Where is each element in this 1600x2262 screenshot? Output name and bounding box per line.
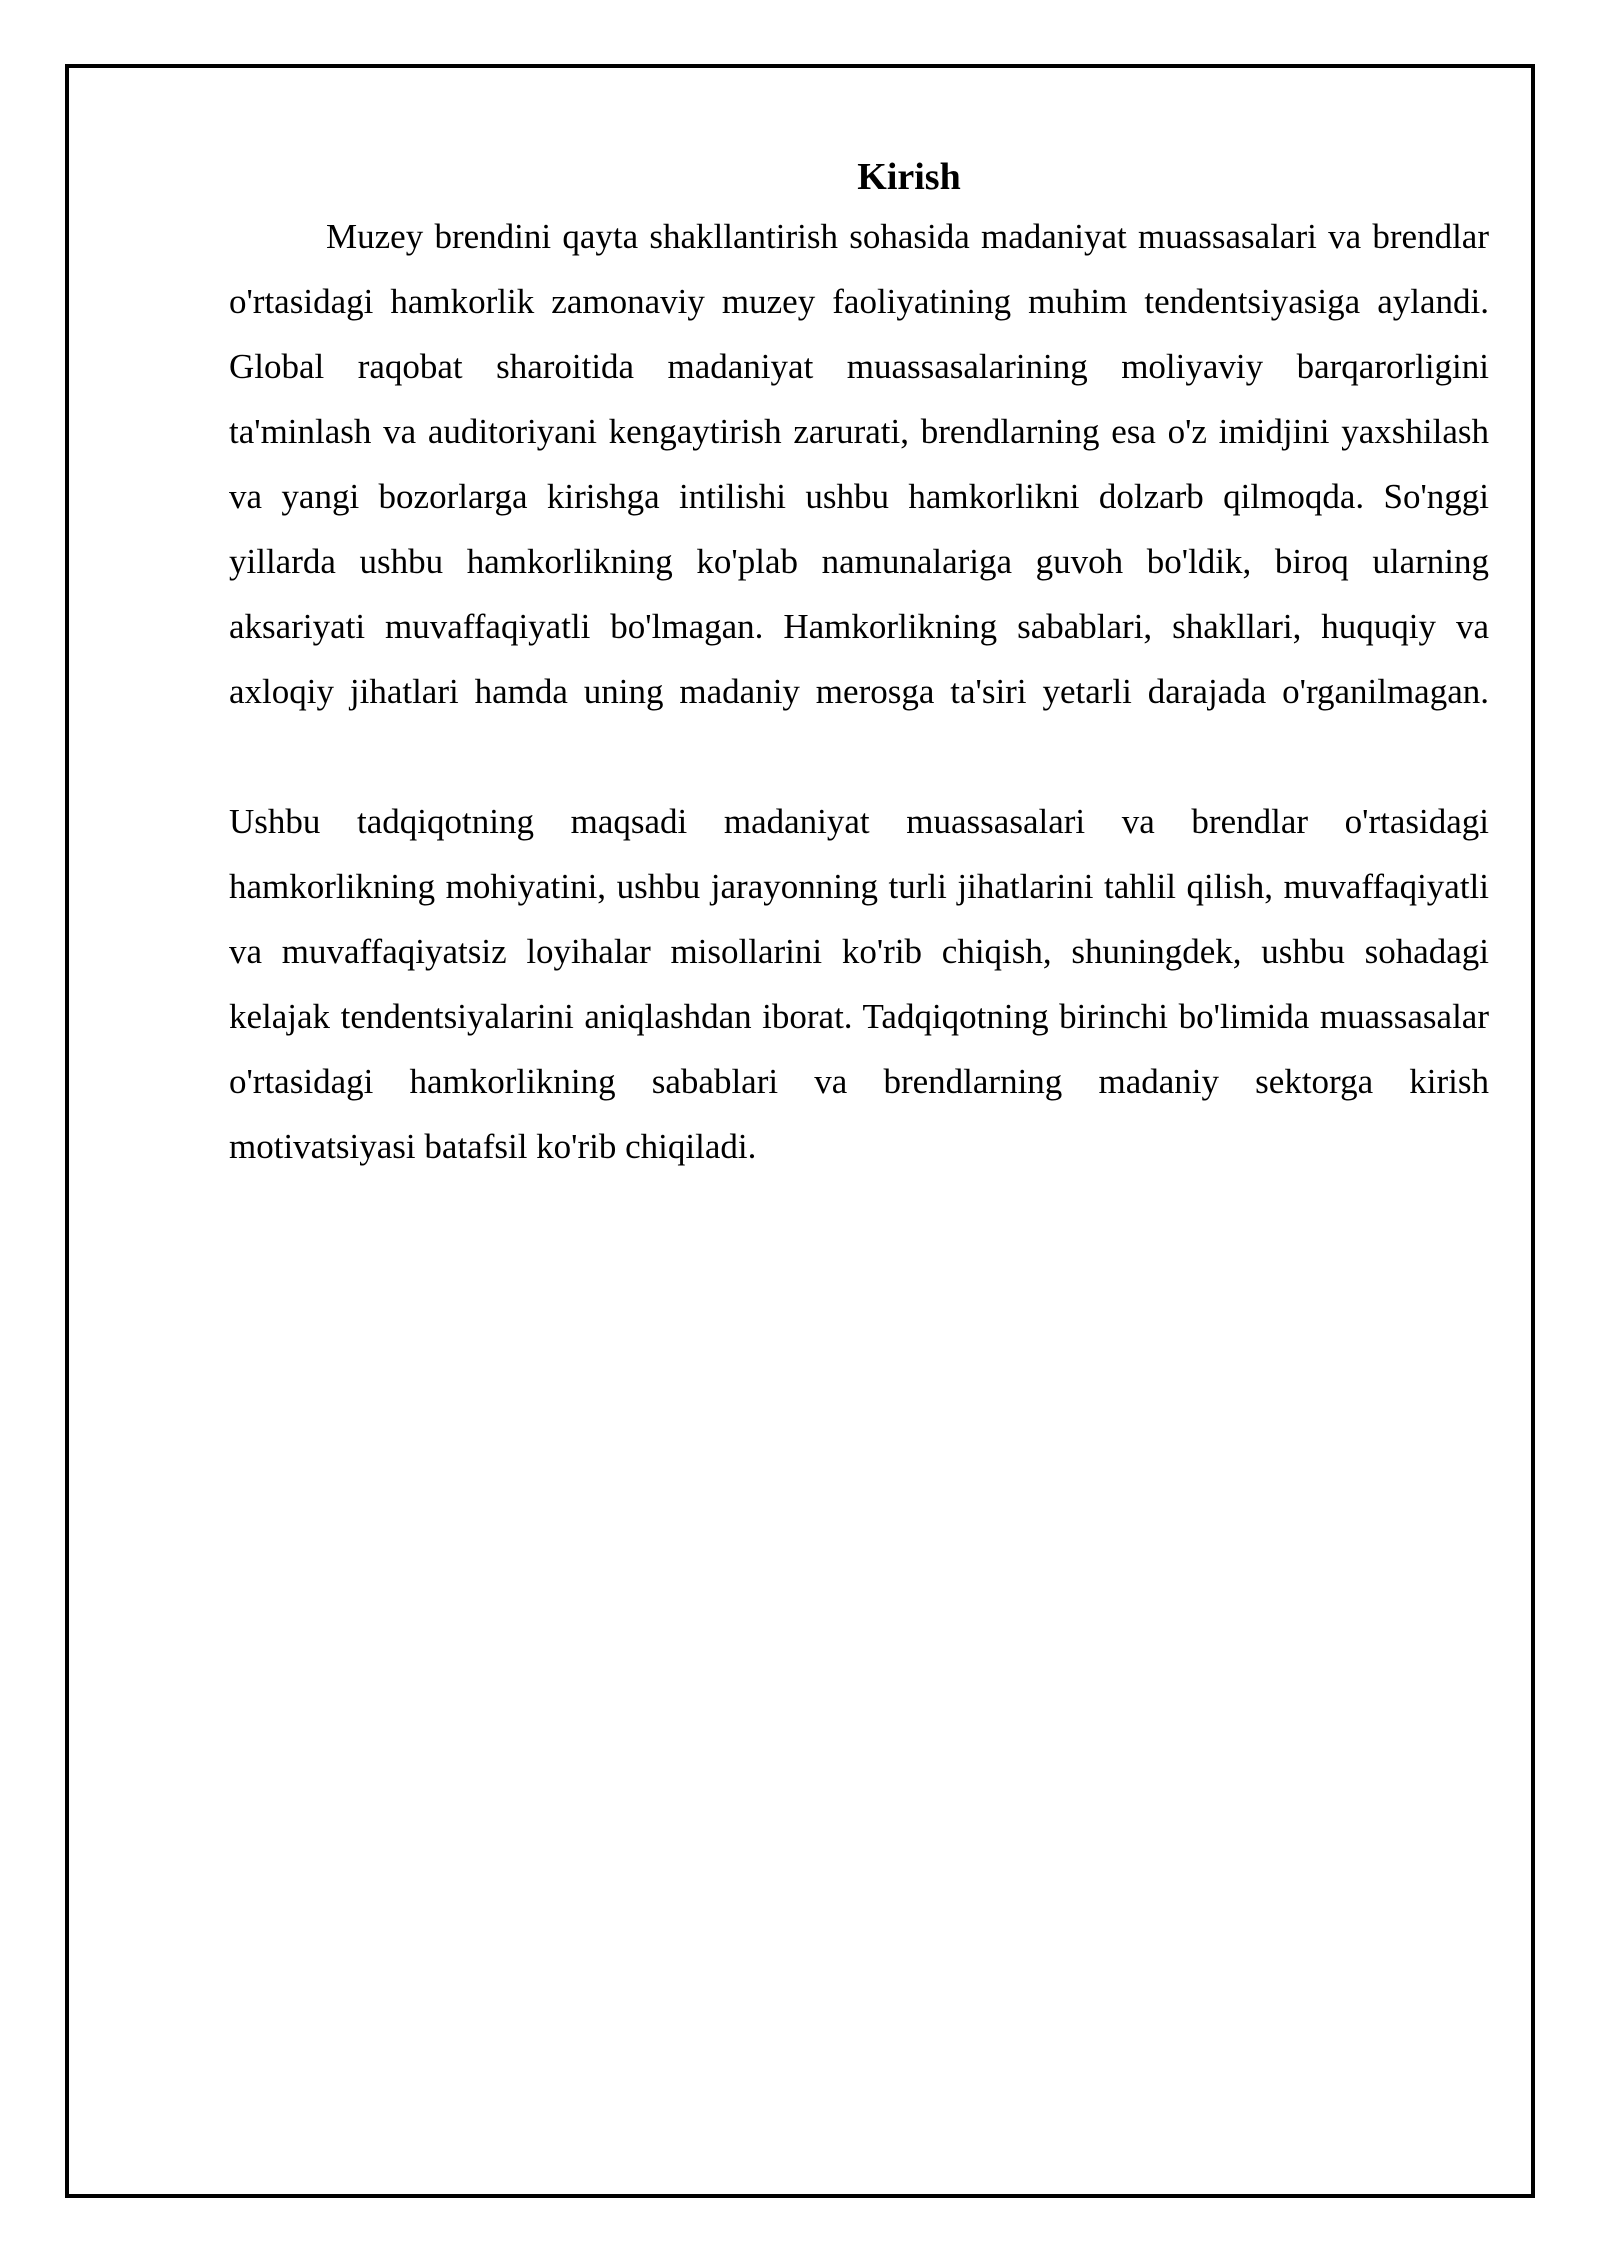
- paragraph-spacer: [229, 724, 1489, 789]
- paragraph-2: Ushbu tadqiqotning maqsadi madaniyat muassasalari va brendlar o'rtasidagi hamkorlikning mohiyatini, ushbu jarayonning turli jihatlarini tahlil qilish, muvaffaqiyatli va muvaffaqiyatsiz loyihalar misollarini ko'rib chiqish, shuningdek, ushbu sohadagi kelajak tendentsiyalarini aniqlashdan iborat. Tadqiqotning birinchi bo'limida muassasalar o'rtasidagi hamkorlikning sabablari va brendlarning madaniy sektorga kirish motivatsiyasi batafsil ko'rib chiqiladi.: [229, 802, 1489, 1166]
- paragraph-1: Muzey brendini qayta shakllantirish sohasida madaniyat muassasalari va brendlar o'rtasidagi hamkorlik zamonaviy muzey faoliyatining muhim tendentsiyasiga aylandi. Global raqobat sharoitida madaniyat muassasalarining moliyaviy barqarorligini ta'minlash va auditoriyani kengaytirish zarurati, brendlarning esa o'z imidjini yaxshilash va yangi bozorlarga kirishga intilishi ushbu hamkorlikni dolzarb qilmoqda. So'nggi yillarda ushbu hamkorlikning ko'plab namunalariga guvoh bo'ldik, biroq ularning aksariyati muvaffaqiyatli bo'lmagan. Hamkorlikning sabablari, shakllari, huquqiy va axloqiy jihatlari hamda uning madaniy merosga ta'siri yetarli darajada o'rganilmagan.: [229, 217, 1489, 711]
- section-title: Kirish: [857, 156, 961, 198]
- document-body: [229, 150, 1489, 1179]
